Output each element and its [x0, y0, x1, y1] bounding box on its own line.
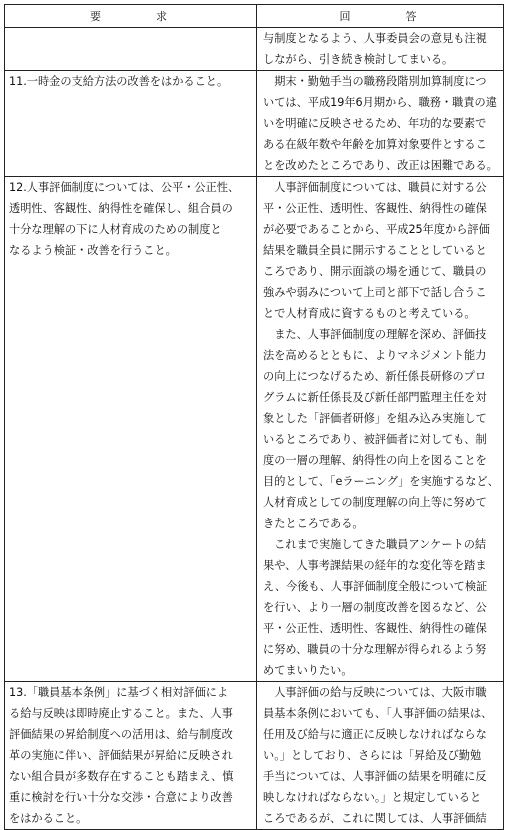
request-line: 12.人事評価制度については、公平・公正性、 — [9, 181, 240, 194]
table-row — [5, 71, 503, 177]
answer-line: 結果を職員全員に開示することとしていると — [263, 244, 487, 257]
qa-table — [4, 4, 504, 830]
answer-line: 平・公正性、透明性、客観性、納得性の確保 — [263, 622, 487, 635]
request-line: 13.「職員基本条例」に基づく相対評価によ — [9, 686, 229, 699]
answer-line: え、今後も、人事評価制度全般について検証 — [263, 580, 488, 593]
header-answer: 回 答 — [339, 10, 439, 23]
answer-line: ころであるが、これに関しては、人事評価結 — [263, 812, 487, 825]
answer-cell — [257, 682, 503, 829]
answer-line: 手当については、人事評価の結果を明確に反 — [263, 770, 487, 783]
answer-line: を行い、より一層の制度改善を図るなど、公 — [263, 601, 487, 614]
table-row — [5, 28, 503, 71]
request-line: 透明性、客観性、納得性を確保し、組合員の — [9, 202, 233, 215]
answer-line: 果や、人事考課結果の経年的な変化等を踏ま — [263, 559, 487, 572]
answer-line: い。」としており、さらには「昇給及び勤勉 — [263, 749, 482, 762]
answer-line: 与制度となるよう、人事委員会の意見も注視 — [263, 32, 487, 45]
answer-line: きたところである。 — [263, 517, 364, 530]
table-row — [5, 682, 503, 829]
answer-line: 平・公正性、透明性、客観性、納得性の確保 — [263, 202, 487, 215]
answer-line: に努め、職員の十分な理解が得られるよう努 — [263, 643, 487, 656]
answer-line: また、人事評価制度の理解を深め、評価技 — [263, 328, 487, 341]
request-line: 重に検討を行い十分な交渉・合意により改善 — [9, 791, 233, 804]
answer-line: の向上につなげるため、新任係長研修のプロ — [263, 370, 487, 383]
answer-line: 任用及び給与に適正に反映しなければならな — [263, 728, 487, 741]
answer-line: 度の一層の理解、納得性の向上を図ることを — [263, 454, 487, 467]
answer-line: とで人材育成に資するものと考えている。 — [263, 307, 476, 320]
answer-line: とを改めたところであり、改正は困難である。 — [263, 159, 498, 172]
request-line: ない組合員が多数存在することも踏まえ、慎 — [9, 770, 234, 783]
table-header — [5, 5, 503, 28]
answer-line: 目的として、「eラーニング」を実施するなど、 — [263, 475, 499, 488]
answer-line: 強みや弱みについて上司と部下で話し合うこ — [263, 286, 487, 299]
answer-line: 人事評価制度については、職員に対する公 — [263, 181, 487, 194]
answer-line: いては、平成19年6月期から、職務・職責の違 — [263, 96, 497, 109]
answer-line: しながら、引き続き検討してまいる。 — [263, 53, 454, 66]
answer-cell — [257, 177, 503, 681]
answer-line: 象とした「評価者研修」を組み込み実施して — [263, 412, 487, 425]
request-line: なるよう検証・改善を行うこと。 — [9, 244, 177, 257]
request-cell — [5, 28, 257, 70]
answer-line: めてまいりたい。 — [263, 664, 353, 677]
request-line: 11.一時金の支給方法の改善をはかること。 — [9, 75, 229, 88]
table-row — [5, 177, 503, 682]
answer-line: これまで実施してきた職員アンケートの結 — [263, 538, 487, 551]
answer-line: いるところであり、被評価者に対しても、制 — [263, 433, 487, 446]
request-line: 十分な理解の下に人材育成のための制度と — [9, 223, 222, 236]
answer-line: 法を高めるとともに、よりマネジメント能力 — [263, 349, 487, 362]
answer-line: ころであり、開示面談の場を通じて、職員の — [263, 265, 487, 278]
answer-line: グラムに新任係長及び新任部門監理主任を対 — [263, 391, 487, 404]
request-line: 革の実施に伴い、評価結果が昇給に反映され — [9, 749, 233, 762]
request-cell — [5, 71, 257, 176]
header-request: 要 求 — [5, 5, 257, 27]
answer-cell — [257, 28, 503, 70]
request-line: 評価結果の昇給制度への活用は、給与制度改 — [9, 728, 233, 741]
request-cell — [5, 682, 257, 829]
request-line: をはかること。 — [9, 812, 88, 825]
answer-line: 人材育成としての制度理解の向上等に努めて — [263, 496, 487, 509]
request-line: る給与反映は即時廃止すること。また、人事 — [9, 707, 233, 720]
answer-line: 員基本条例においても、「人事評価の結果は、 — [263, 707, 493, 720]
answer-line: 人事評価の給与反映については、大阪市職 — [263, 686, 487, 699]
answer-line: ある在級年数や年齢を加算対象要件とするこ — [263, 138, 487, 151]
answer-cell — [257, 71, 503, 176]
request-cell — [5, 177, 257, 681]
answer-line: 映しなければならない。」と規定していると — [263, 791, 482, 804]
answer-line: いを明確に反映させるため、年功的な要素で — [263, 117, 487, 130]
answer-line: が必要であることから、平成25年度から評価 — [263, 223, 490, 236]
answer-line: 期末・勤勉手当の職務段階別加算制度につ — [263, 75, 487, 88]
